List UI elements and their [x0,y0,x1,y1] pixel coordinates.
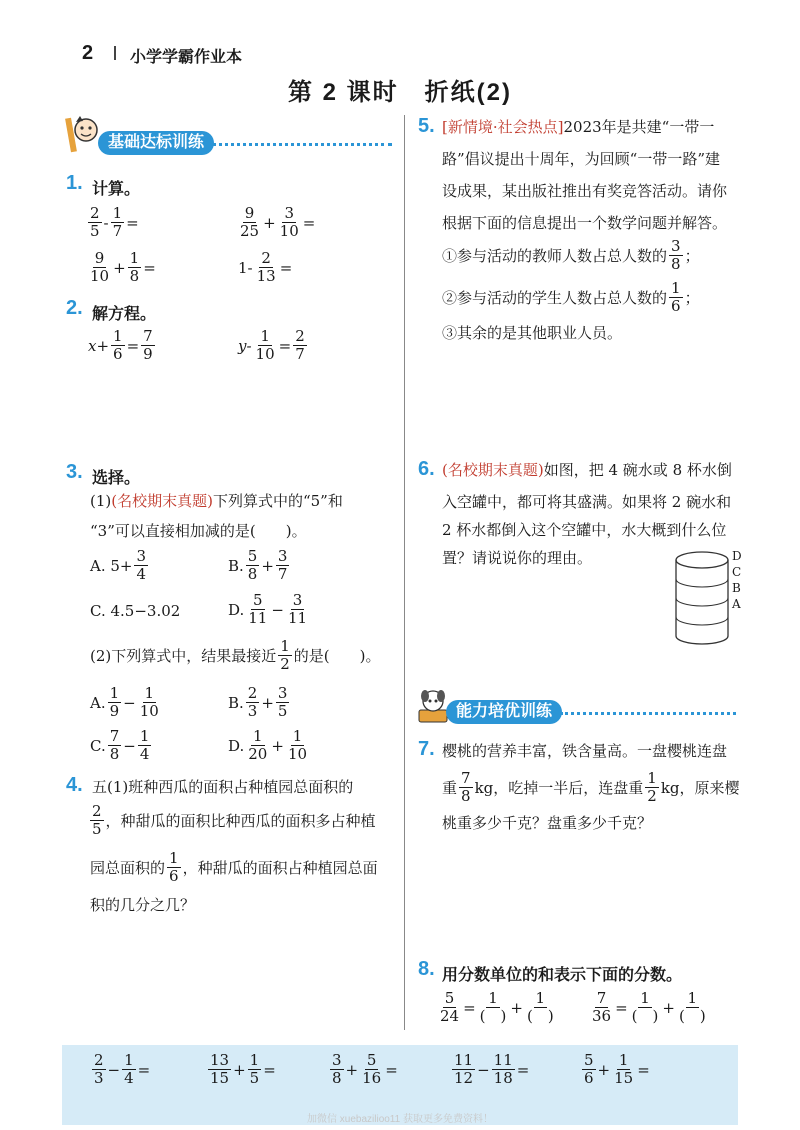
q3-p1-option-b[interactable]: B. 5 8 + $\frac{3}{7}$ [228,547,288,583]
q1-number: 1. [66,172,83,194]
q5-line4: 根据下面的信息提出一个数学问题并解答。 [442,214,728,232]
q5-info-2: ②参与活动的学生人数占总人数的 1 6 ； [442,279,700,315]
practice-expr-4: 11 12 − $\frac{11}{18}$ = [454,1051,530,1087]
q5-line2: 路”倡议提出十周年，为回顾“一带一路”建 [442,150,721,168]
section-banner-ability: 能力培优训练 [446,700,562,724]
q6-line1: (名校期末真题)如图，把 4 碗水或 8 杯水倒 [442,461,732,479]
q3-p2-option-d[interactable]: D. 1 20 + $\frac{1}{10}$ [228,727,308,763]
q7-number: 7. [418,738,435,760]
watermark: 加微信 xuebazilioo11 获取更多免费资料！ [307,1114,493,1125]
q2-title: 解方程。 [92,306,157,323]
q2-equation-1: x+ $\frac{1}{6}$ = $\frac{7}{9}$ [88,327,153,363]
q3-number: 3. [66,461,83,483]
q5-line3: 设成果，某出版社推出有奖竞答活动。请你 [442,182,728,200]
q6-line2: 入空罐中，都可将其盛满。如果将 2 碗水和 [442,493,732,511]
practice-expr-2: 13 15 + $\frac{1}{5}$ = [210,1051,276,1087]
q2-equation-2: y- $\frac{1}{10}$ = $\frac{2}{7}$ [238,327,305,363]
q3-p1-option-c[interactable]: C. 4.5−3.02 [90,602,181,620]
q4-number: 4. [66,774,83,796]
q8-number: 8. [418,958,435,980]
q5-line1: [新情境·社会热点]2023年是共建“一带一 [442,118,715,136]
header-separator [114,46,116,60]
q5-info-1: ①参与活动的教师人数占总人数的 3 8 ； [442,237,700,273]
practice-expr-3: 3 8 + $\frac{5}{16}$ = [332,1051,398,1087]
q1-expr-4: 1- $\frac{2}{13}$ = [238,249,293,285]
mascot-dog-icon [416,688,450,728]
q3-part1-line2: “3”可以直接相加减的是( )。 [90,522,307,540]
jar-level-labels [732,548,742,612]
level-d: D [732,549,742,563]
mascot-pencil-icon [64,112,100,162]
q5-number: 5. [418,115,435,137]
q8-expr-1: $\frac{5}{24}$ = 1 ( ) + 1 ( ) [440,989,554,1025]
q4-line4: 积的几分之几？ [90,896,196,914]
q1-expr-2: 9 25 + $\frac{3}{10}$ = [240,204,316,240]
q4-line2: 2 5 ，种甜瓜的面积比种西瓜的面积多占种植 [92,802,376,838]
section-banner-basic: 基础达标训练 [98,131,214,155]
q6-line4: 置？请说说你的理由。 [442,549,593,567]
level-c: C [732,565,742,579]
q1-title: 计算。 [92,181,141,198]
q8-expr-2: $\frac{7}{36}$ = 1 ( ) + 1 ( ) [592,989,706,1025]
q6-number: 6. [418,458,435,480]
q7-line2: 重 7 8 kg，吃掉一半后，连盘重 1 2 kg，原来樱 [442,769,740,805]
q4-line3: 园总面积的 1 6 ，种甜瓜的面积占种植园总面 [90,849,378,885]
q3-p2-option-b[interactable]: B. 2 3 + $\frac{3}{5}$ [228,684,288,720]
page-number: 2 [82,42,94,64]
q1-expr-3: 9 10 + $\frac{1}{8}$ = [90,249,156,285]
jar-diagram [674,548,754,652]
q3-title: 选择。 [92,470,141,487]
q2-number: 2. [66,297,83,319]
q7-line1: 樱桃的营养丰富，铁含量高。一盘樱桃连盘 [442,742,728,760]
practice-expr-5: 5 6 + $\frac{1}{15}$ = [584,1051,650,1087]
banner-dots [212,143,392,146]
book-title: 小学学霸作业本 [130,49,243,66]
column-divider [404,115,405,1030]
level-b: B [732,581,741,595]
q1-expr-1: 2 5 - $\frac{1}{7}$ = [90,204,139,240]
q4-line1: 五(1)班种西瓜的面积占种植园总面积的 [92,778,354,796]
banner-dots [560,712,736,715]
q5-info-3: ③其余的是其他职业人员。 [442,324,623,342]
q7-line3: 桃重多少千克？盘重多少千克？ [442,814,653,832]
q3-part1-line1: (1)(名校期末真题)下列算式中的“5”和 [90,492,343,510]
level-a: A [732,597,741,611]
page-title: 第 2 课时 折纸(2) [287,79,512,106]
q6-line3: 2 杯水都倒入这个空罐中，水大概到什么位 [442,521,727,539]
q3-p2-option-c[interactable]: C. 7 8 − $\frac{1}{4}$ [90,727,150,763]
q8-title: 用分数单位的和表示下面的分数。 [442,967,683,984]
q3-p1-option-d[interactable]: D. 5 11 − $\frac{3}{11}$ [228,591,308,627]
q3-p2-option-a[interactable]: A. 1 9 − $\frac{1}{10}$ [90,684,159,720]
practice-expr-1: 2 3 − $\frac{1}{4}$ = [94,1051,151,1087]
q3-p1-option-a[interactable]: A. 5+ $\frac{3}{4}$ [90,547,147,583]
q3-part2-stem: (2)下列算式中，结果最接近 1 2 的是( )。 [90,637,381,673]
